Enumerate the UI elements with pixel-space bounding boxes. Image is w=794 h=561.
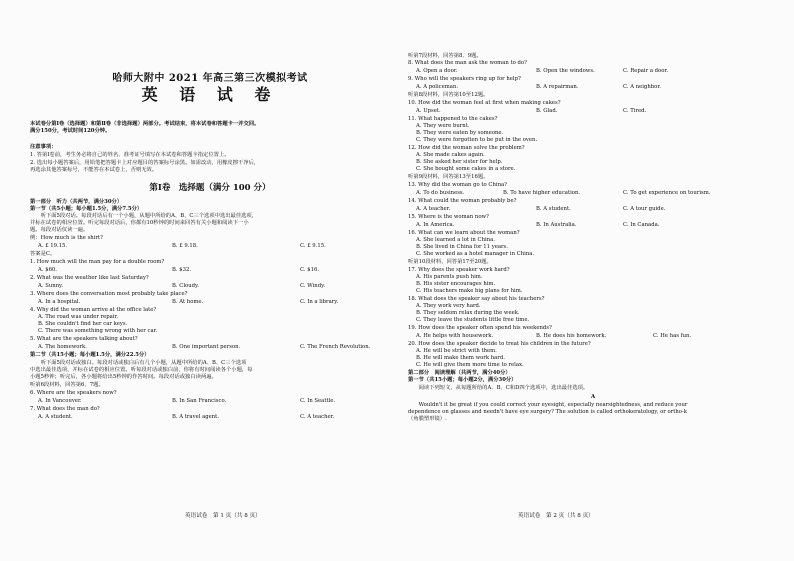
option: C. In Seattle. — [300, 398, 336, 404]
exam-subtitle: 英 语 试 卷 — [141, 85, 279, 104]
instruction-line: 题。每段对话仅读一遍。 — [30, 227, 89, 233]
option: B. A travel agent. — [172, 414, 219, 420]
option: C. $16. — [300, 267, 320, 273]
passage-label: A — [590, 394, 596, 400]
question: 17. Why does the speaker work hard? — [408, 267, 510, 273]
option: A. Upset. — [416, 108, 441, 114]
option: C. Windy. — [300, 283, 326, 289]
option: B. They were eaten by someone. — [416, 130, 504, 136]
option: C. He has fun. — [653, 333, 692, 339]
question: 19. How does the speaker often spend his weekends? — [408, 325, 552, 331]
option: A. He will be strict with them. — [416, 348, 497, 354]
question: 8. What does the man ask the woman to do? — [408, 60, 527, 66]
option: C. £ 9.15. — [300, 243, 326, 249]
option: B. Open the windows. — [536, 68, 595, 74]
option: B. In San Francisco. — [172, 398, 227, 404]
instruction-line: 听下面5段对话。每段对话后有一个小题，从题中所给的A、B、C三个选项中选出最佳选项， — [30, 213, 258, 219]
option: B. They seldom relax during the week. — [416, 310, 520, 316]
option: B. He will make them work hard. — [416, 355, 505, 361]
option: A. A student. — [38, 414, 73, 420]
option: B. £ 9.18. — [172, 243, 198, 249]
instruction-line: 中选出最佳选项，并标在试卷的相应位置。听每段对话或独白前，你将有时间阅读各个小题，每 — [30, 367, 253, 373]
question: 7. What does the man do? — [30, 406, 100, 412]
option: B. At home. — [172, 299, 204, 305]
option: C. They leave the students little free time. — [416, 317, 530, 323]
option: B. One important person. — [172, 344, 241, 350]
section-heading: 第二节（共15小题；每小题1.5分，满分22.5分） — [30, 352, 150, 358]
option: C. She worked as a hotel manager in China. — [416, 251, 535, 257]
option: A. In Vancouver. — [38, 398, 82, 404]
option: C. He will give them more time to relax. — [416, 362, 524, 368]
question: 11. What happened to the cakes? — [408, 116, 498, 122]
question: 14. What could the woman probably be? — [408, 198, 517, 204]
example-question: 例：How much is the shirt? — [30, 235, 103, 241]
option: C. To get experience on tourism. — [623, 190, 711, 196]
option: A. £ 19.15. — [38, 243, 68, 249]
option: A. A policeman. — [416, 84, 459, 90]
notice-line: 1. 答第Ⅰ卷前，考生务必将自己的姓名、准考证号填写在本试卷和答题卡指定位置上。 — [30, 152, 230, 158]
option: C. In Canada. — [623, 222, 660, 228]
option: B. She asked her sister for help. — [416, 159, 503, 165]
passage-line: Wouldn't it be great if you could correct your eyesight, especially nearsightedness, and reduce your — [408, 402, 688, 408]
question: 18. What does the speaker say about his teachers? — [408, 296, 545, 302]
option: B. $32. — [172, 267, 192, 273]
option: B. He does his homework. — [536, 333, 607, 339]
option: C. His teachers make big plans for him. — [416, 288, 523, 294]
question: 15. Where is the woman now? — [408, 214, 489, 220]
section-heading: 第一节（共5小题；每小题1.5分，满分7.5分） — [30, 206, 143, 212]
option: C. She bought some cakes in a store. — [416, 166, 516, 172]
page-footer: 英语试卷 第 1 页（共 8 页） — [185, 513, 261, 519]
option: A. A teacher. — [416, 206, 451, 212]
intro-line: 满分150分，考试时间120分钟。 — [30, 128, 111, 134]
question: 4. Why did the woman arrive at the office late? — [30, 307, 157, 313]
part-heading: 第一部分 听力（共两节，满分30分） — [30, 199, 123, 205]
option: B. Cloudy. — [172, 283, 199, 289]
option: C. A teacher. — [300, 414, 335, 420]
option: C. In a library. — [300, 299, 339, 305]
option: A. She made cakes again. — [416, 152, 485, 158]
option: A. They work very hard. — [416, 303, 481, 309]
question: 9. Who will the speakers ring up for help? — [408, 76, 521, 82]
instruction-line: 听下面5段对话或独白。每段对话或独白后有几个小题，从题中所给的A、B、C三个选项 — [30, 360, 247, 366]
option: A. Open a door. — [416, 68, 458, 74]
page-footer: 英语试卷 第 2 页（共 8 页） — [518, 513, 594, 519]
instruction-line: 并标在试卷的相应位置。听完每段对话后，你都有10秒钟的时间来回答有关小题和阅读下一小 — [30, 220, 249, 226]
notice-line: 2. 选出每小题答案后，用铅笔把答题卡上对应题目的答案标号涂黑。如需改动，用橡皮擦干净后， — [30, 160, 260, 166]
option: A. The homework. — [38, 344, 87, 350]
instruction-line: 小题5秒钟；听完后，各小题将给出5秒钟的作答时间。每段对话或独白读两遍。 — [30, 374, 217, 380]
notice-line: 再选涂其他答案标号，不能答在本试卷上，否则无效。 — [30, 167, 158, 173]
material-heading: 听第8段材料，回答第10至12题。 — [408, 92, 489, 98]
option: B. Glad. — [536, 108, 558, 114]
section-title: 第Ⅰ卷 选择题（满分 100 分） — [149, 183, 271, 193]
option: C. A neighbor. — [623, 84, 661, 90]
question: 1. How much will the man pay for a double room? — [30, 259, 165, 265]
option: B. To have higher education. — [503, 190, 581, 196]
question: 16. What can we learn about the woman? — [408, 230, 520, 236]
option: A. He helps with housework. — [416, 333, 494, 339]
option: A. In a hospital. — [38, 299, 81, 305]
option: A. To do business. — [416, 190, 465, 196]
question: 2. What was the weather like last Saturday? — [30, 275, 149, 281]
question: 12. How did the woman solve the problem? — [408, 145, 525, 151]
option: B. His sister encourages him. — [416, 281, 496, 287]
option: C. A tour guide. — [623, 206, 666, 212]
instruction-line: 阅读下列短文，从每题所给的A、B、C和D四个选项中，选出最佳选项。 — [408, 385, 589, 391]
option: B. She lived in China for 11 years. — [416, 244, 508, 250]
question: 13. Why did the woman go to China? — [408, 182, 507, 188]
passage-line: （角膜塑形镜）. — [408, 416, 447, 422]
question: 20. How does the speaker decide to treat his children in the future? — [408, 341, 591, 347]
option: A. She learned a lot in China. — [416, 237, 495, 243]
option: C. The French Revolution. — [300, 344, 371, 350]
question: 10. How did the woman feel at first when making cakes? — [408, 100, 561, 106]
exam-title: 哈师大附中 2021 年高三第三次模拟考试 — [112, 73, 308, 84]
option: A. In America. — [416, 222, 455, 228]
example-answer: 答案是C。 — [30, 251, 56, 257]
option: C. Tired. — [623, 108, 647, 114]
option: C. Repair a door. — [623, 68, 669, 74]
page-1 — [30, 0, 390, 561]
material-heading: 听第7段材料，回答第8、9题。 — [408, 53, 482, 59]
intro-line: 本试卷分第Ⅰ卷（选择题）和第Ⅱ卷（非选择题）两部分。考试结束，将本试卷和答题卡一并交回。 — [30, 121, 260, 127]
notice-title: 注意事项： — [30, 144, 57, 150]
option: A. $60. — [38, 267, 57, 273]
question: 5. What are the speakers talking about? — [30, 336, 138, 342]
option: A. His parents push him. — [416, 274, 483, 280]
question: 3. Where does the conversation most probably take place? — [30, 291, 188, 297]
option: C. There was something wrong with her car. — [38, 328, 158, 334]
option: A. Sunny. — [38, 283, 64, 289]
page-2 — [408, 0, 778, 561]
material-heading: 听第10段材料，回答第17至20题。 — [408, 259, 492, 265]
option: B. A student. — [536, 206, 571, 212]
option: C. They were forgotten to be put in the oven. — [416, 137, 538, 143]
option: B. She couldn't find her car keys. — [38, 321, 128, 327]
material-heading: 听第9段材料，回答第13至16题。 — [408, 174, 489, 180]
option: B. A repairman. — [536, 84, 579, 90]
part-heading: 第二部分 阅读理解（共两节，满分40分） — [408, 370, 511, 376]
question: 6. Where are the speakers now? — [30, 390, 117, 396]
material-heading: 听第6段材料，回答第6、7题。 — [30, 382, 104, 388]
option: A. The road was under repair. — [38, 314, 119, 320]
option: A. They were burnt. — [416, 123, 470, 129]
passage-line: dependence on glasses and needn't have eye surgery? The solution is called orthokeratology, or ortho-k — [408, 409, 687, 415]
option: B. In Australia. — [536, 222, 577, 228]
section-heading: 第一节（共15小题；每小题2分，满分30分） — [408, 377, 517, 383]
